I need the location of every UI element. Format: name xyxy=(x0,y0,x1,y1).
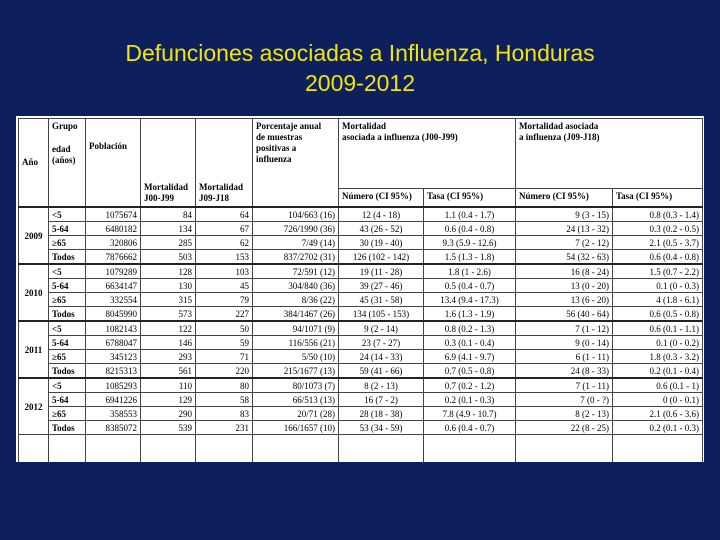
age-group-cell: Todos xyxy=(49,250,86,265)
table-cell: 0.6 (0.1 - 1.1) xyxy=(613,321,703,336)
table-row xyxy=(19,293,703,307)
age-group-cell: ≥65 xyxy=(49,350,86,364)
empty-cell xyxy=(141,435,196,464)
table-cell: 66/513 (13) xyxy=(253,393,339,407)
table-cell: 12 (4 - 18) xyxy=(339,207,424,222)
table-filler-row xyxy=(19,435,703,464)
header-mort-inf-j09: Mortalidad asociada a influenza (J09-J18) xyxy=(516,119,703,189)
table-cell: 1082143 xyxy=(86,321,141,336)
table-row xyxy=(19,378,703,393)
table-cell: 8 (2 - 13) xyxy=(339,378,424,393)
table-cell: 837/2702 (31) xyxy=(253,250,339,265)
table-cell: 80 xyxy=(196,378,253,393)
table-cell: 573 xyxy=(141,307,196,322)
year-cell: 2011 xyxy=(19,321,49,378)
table-cell: 50 xyxy=(196,321,253,336)
table-cell: 8 (2 - 13) xyxy=(516,407,613,421)
age-group-cell: 5-64 xyxy=(49,222,86,236)
table-cell: 9 (0 - 14) xyxy=(516,336,613,350)
table-cell: 23 (7 - 27) xyxy=(339,336,424,350)
table-cell: 16 (8 - 24) xyxy=(516,264,613,279)
table-cell: 104/663 (16) xyxy=(253,207,339,222)
age-group-cell: 5-64 xyxy=(49,336,86,350)
table-cell: 20/71 (28) xyxy=(253,407,339,421)
table-cell: 130 xyxy=(141,279,196,293)
table-cell: 126 (102 - 142) xyxy=(339,250,424,265)
table-cell: 8215313 xyxy=(86,364,141,379)
table-row xyxy=(19,307,703,322)
table-cell: 134 xyxy=(141,222,196,236)
table-cell: 6480182 xyxy=(86,222,141,236)
slide-title-line2: 2009-2012 xyxy=(305,70,415,96)
table-cell: 59 xyxy=(196,336,253,350)
table-cell: 6634147 xyxy=(86,279,141,293)
table-cell: 7 (2 - 12) xyxy=(516,236,613,250)
header-porcentaje: Porcentaje anual de muestras positivas a influenza xyxy=(253,119,339,208)
table-cell: 13.4 (9.4 - 17.3) xyxy=(424,293,516,307)
table-cell: 1.5 (0.7 - 2.2) xyxy=(613,264,703,279)
table-cell: 304/840 (36) xyxy=(253,279,339,293)
empty-cell xyxy=(49,435,86,464)
table-cell: 1.1 (0.4 - 1.7) xyxy=(424,207,516,222)
table-cell: 110 xyxy=(141,378,196,393)
table-cell: 1.6 (1.3 - 1.9) xyxy=(424,307,516,322)
table-cell: 6788047 xyxy=(86,336,141,350)
table-cell: 2.1 (0.6 - 3.6) xyxy=(613,407,703,421)
table-cell: 30 (19 - 40) xyxy=(339,236,424,250)
table-cell: 56 (40 - 64) xyxy=(516,307,613,322)
table-cell: 0.2 (0.1 - 0.3) xyxy=(613,421,703,435)
table-cell: 6941226 xyxy=(86,393,141,407)
age-group-cell: <5 xyxy=(49,321,86,336)
table-cell: 80/1073 (7) xyxy=(253,378,339,393)
table-cell: 7 (1 - 12) xyxy=(516,321,613,336)
empty-cell xyxy=(613,435,703,464)
table-cell: 67 xyxy=(196,222,253,236)
table-cell: 0.1 (0 - 0.2) xyxy=(613,336,703,350)
table-cell: 59 (41 - 66) xyxy=(339,364,424,379)
table-row xyxy=(19,364,703,379)
header-poblacion: Población xyxy=(86,119,141,208)
age-group-cell: ≥65 xyxy=(49,236,86,250)
table-cell: 293 xyxy=(141,350,196,364)
table-cell: 0.6 (0.5 - 0.8) xyxy=(613,307,703,322)
table-cell: 84 xyxy=(141,207,196,222)
age-group-cell: ≥65 xyxy=(49,407,86,421)
table-cell: 0.8 (0.3 - 1.4) xyxy=(613,207,703,222)
header-mort-j09: Mortalidad J09-J18 xyxy=(196,119,253,208)
table-cell: 19 (11 - 28) xyxy=(339,264,424,279)
age-group-cell: Todos xyxy=(49,307,86,322)
table-row xyxy=(19,236,703,250)
year-cell: 2010 xyxy=(19,264,49,321)
table-cell: 726/1990 (36) xyxy=(253,222,339,236)
table-cell: 13 (6 - 20) xyxy=(516,293,613,307)
table-body xyxy=(19,207,703,463)
table-cell: 166/1657 (10) xyxy=(253,421,339,435)
table-cell: 6 (1 - 11) xyxy=(516,350,613,364)
table-row xyxy=(19,321,703,336)
table-cell: 0.6 (0.1 - 1) xyxy=(613,378,703,393)
header-mort-inf-j00: Mortalidad asociada a influenza (J00-J99) xyxy=(339,119,516,189)
table-cell: 71 xyxy=(196,350,253,364)
table-cell: 0.7 (0.2 - 1.2) xyxy=(424,378,516,393)
age-group-cell: Todos xyxy=(49,421,86,435)
table-cell: 7876662 xyxy=(86,250,141,265)
table-cell: 220 xyxy=(196,364,253,379)
empty-cell xyxy=(19,435,49,464)
table-cell: 24 (8 - 33) xyxy=(516,364,613,379)
empty-cell xyxy=(424,435,516,464)
table-cell: 0.5 (0.4 - 0.7) xyxy=(424,279,516,293)
table-cell: 0.3 (0.2 - 0.5) xyxy=(613,222,703,236)
table-cell: 2.1 (0.5 - 3.7) xyxy=(613,236,703,250)
table-cell: 16 (7 - 2) xyxy=(339,393,424,407)
empty-cell xyxy=(86,435,141,464)
table-cell: 28 (18 - 38) xyxy=(339,407,424,421)
age-group-cell: <5 xyxy=(49,378,86,393)
table-cell: 0.2 (0.1 - 0.4) xyxy=(613,364,703,379)
table-cell: 64 xyxy=(196,207,253,222)
table-cell: 153 xyxy=(196,250,253,265)
table-row xyxy=(19,250,703,265)
table-cell: 215/1677 (13) xyxy=(253,364,339,379)
table-row xyxy=(19,207,703,222)
empty-cell xyxy=(516,435,613,464)
table-cell: 7 (1 - 11) xyxy=(516,378,613,393)
table-cell: 53 (34 - 59) xyxy=(339,421,424,435)
table-cell: 7/49 (14) xyxy=(253,236,339,250)
table-row xyxy=(19,407,703,421)
table-cell: 1.8 (0.3 - 3.2) xyxy=(613,350,703,364)
age-group-cell: ≥65 xyxy=(49,293,86,307)
table-cell: 0.7 (0.5 - 0.8) xyxy=(424,364,516,379)
table-cell: 358553 xyxy=(86,407,141,421)
table-cell: 1085293 xyxy=(86,378,141,393)
table-cell: 1.8 (1 - 2.6) xyxy=(424,264,516,279)
table-cell: 8/36 (22) xyxy=(253,293,339,307)
table-row xyxy=(19,393,703,407)
age-group-cell: <5 xyxy=(49,264,86,279)
table-cell: 58 xyxy=(196,393,253,407)
table-cell: 128 xyxy=(141,264,196,279)
table-cell: 290 xyxy=(141,407,196,421)
age-group-cell: <5 xyxy=(49,207,86,222)
age-group-cell: 5-64 xyxy=(49,393,86,407)
year-cell: 2012 xyxy=(19,378,49,435)
header-ano: Año xyxy=(19,119,49,208)
table-cell: 320806 xyxy=(86,236,141,250)
table-cell: 539 xyxy=(141,421,196,435)
table-row xyxy=(19,350,703,364)
table-cell: 0.6 (0.4 - 0.8) xyxy=(613,250,703,265)
header-tasa-j09: Tasa (CI 95%) xyxy=(613,189,703,208)
mortality-table xyxy=(18,118,703,463)
table-cell: 13 (0 - 20) xyxy=(516,279,613,293)
table-cell: 45 xyxy=(196,279,253,293)
table-cell: 83 xyxy=(196,407,253,421)
table-cell: 9 (2 - 14) xyxy=(339,321,424,336)
empty-cell xyxy=(253,435,339,464)
table-cell: 22 (8 - 25) xyxy=(516,421,613,435)
header-numero-j09: Número (CI 95%) xyxy=(516,189,613,208)
table-row xyxy=(19,279,703,293)
table-row xyxy=(19,421,703,435)
table-row xyxy=(19,222,703,236)
table-cell: 43 (26 - 52) xyxy=(339,222,424,236)
slide-title-line1: Defunciones asociadas a Influenza, Honduras xyxy=(125,40,595,66)
table-cell: 332554 xyxy=(86,293,141,307)
year-cell: 2009 xyxy=(19,207,49,264)
table-cell: 227 xyxy=(196,307,253,322)
table-cell: 72/591 (12) xyxy=(253,264,339,279)
table-cell: 116/556 (21) xyxy=(253,336,339,350)
table-cell: 315 xyxy=(141,293,196,307)
table-image xyxy=(16,116,704,462)
table-cell: 122 xyxy=(141,321,196,336)
table-cell: 9 (3 - 15) xyxy=(516,207,613,222)
table-cell: 0.3 (0.1 - 0.4) xyxy=(424,336,516,350)
table-cell: 345123 xyxy=(86,350,141,364)
header-grupo: Grupo edad (años) xyxy=(49,119,86,208)
table-cell: 0 (0 - 0.1) xyxy=(613,393,703,407)
table-cell: 129 xyxy=(141,393,196,407)
table-cell: 231 xyxy=(196,421,253,435)
table-cell: 7 (0 - ?) xyxy=(516,393,613,407)
table-cell: 79 xyxy=(196,293,253,307)
table-row xyxy=(19,336,703,350)
header-mort-j00: Mortalidad J00-J99 xyxy=(141,119,196,208)
table-cell: 45 (31 - 58) xyxy=(339,293,424,307)
table-cell: 4 (1.8 - 6.1) xyxy=(613,293,703,307)
header-numero-j00: Número (CI 95%) xyxy=(339,189,424,208)
table-cell: 94/1071 (9) xyxy=(253,321,339,336)
table-cell: 7.8 (4.9 - 10.7) xyxy=(424,407,516,421)
table-cell: 0.6 (0.4 - 0.8) xyxy=(424,222,516,236)
empty-cell xyxy=(339,435,424,464)
table-cell: 9.3 (5.9 - 12.6) xyxy=(424,236,516,250)
table-cell: 0.2 (0.1 - 0.3) xyxy=(424,393,516,407)
table-cell: 8385072 xyxy=(86,421,141,435)
table-cell: 384/1467 (26) xyxy=(253,307,339,322)
table-cell: 39 (27 - 46) xyxy=(339,279,424,293)
table-cell: 134 (105 - 153) xyxy=(339,307,424,322)
table-cell: 5/50 (10) xyxy=(253,350,339,364)
table-cell: 1.5 (1.3 - 1.8) xyxy=(424,250,516,265)
empty-cell xyxy=(196,435,253,464)
table-cell: 503 xyxy=(141,250,196,265)
table-cell: 24 (13 - 32) xyxy=(516,222,613,236)
table-cell: 1075674 xyxy=(86,207,141,222)
table-cell: 6.9 (4.1 - 9.7) xyxy=(424,350,516,364)
table-cell: 62 xyxy=(196,236,253,250)
table-cell: 285 xyxy=(141,236,196,250)
table-row xyxy=(19,264,703,279)
age-group-cell: Todos xyxy=(49,364,86,379)
table-cell: 103 xyxy=(196,264,253,279)
table-cell: 8045990 xyxy=(86,307,141,322)
table-cell: 24 (14 - 33) xyxy=(339,350,424,364)
table-cell: 561 xyxy=(141,364,196,379)
table-cell: 0.6 (0.4 - 0.7) xyxy=(424,421,516,435)
table-cell: 0.8 (0.2 - 1.3) xyxy=(424,321,516,336)
table-cell: 146 xyxy=(141,336,196,350)
header-tasa-j00: Tasa (CI 95%) xyxy=(424,189,516,208)
table-cell: 0.1 (0 - 0.3) xyxy=(613,279,703,293)
age-group-cell: 5-64 xyxy=(49,279,86,293)
table-cell: 54 (32 - 63) xyxy=(516,250,613,265)
table-cell: 1079289 xyxy=(86,264,141,279)
